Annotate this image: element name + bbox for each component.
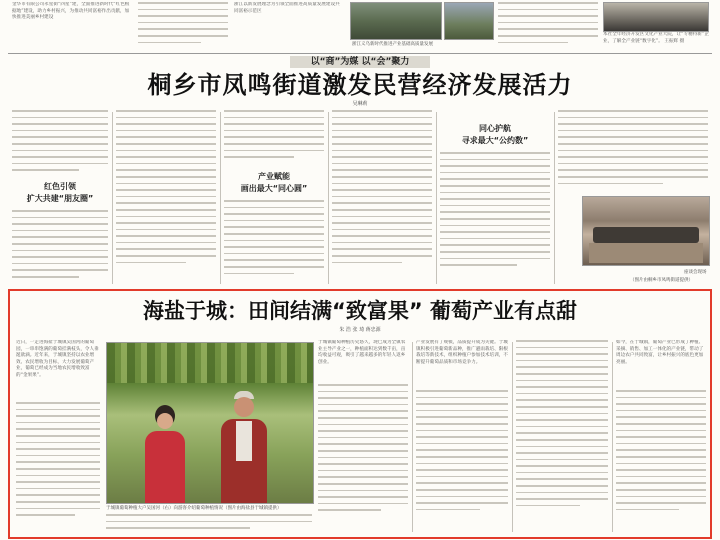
s1-photo-meeting (582, 196, 710, 266)
s1-vrule-1 (112, 112, 113, 284)
s1-sub2: 产业赋能 (258, 172, 290, 181)
headline1-kicker: 以“商”为媒 以“会”聚力 (310, 57, 410, 67)
top-mid-text: 浙江以新发展理念为引领全面推进高质量发展建设共同富裕示范区 (234, 2, 340, 14)
s2-col-3-lines (318, 384, 408, 532)
s1-vrule-4 (436, 112, 437, 284)
top-strip (0, 0, 720, 52)
top-col-lines-2 (498, 2, 598, 50)
headline1-title: 桐乡市凤鸣街道激发民营经济发展活力 (147, 71, 573, 99)
top-photo-left (350, 2, 442, 40)
s2-col-1-lines (16, 402, 100, 532)
top-right-caption: 本社全年经济开发区文化产业大院，让“专精特新”企业，了解全产业链“数字化”。 王振辉 摄 (603, 32, 709, 44)
s1-col-5 (440, 152, 550, 286)
grape-trellis (107, 343, 313, 383)
s2-photo-vineyard (106, 342, 314, 504)
s2-vrule-1 (412, 342, 413, 532)
s2-vrule-2 (512, 342, 513, 532)
headline1-byline: 吴琳莉 (352, 101, 368, 107)
top-col-lines-1 (138, 2, 228, 50)
s1-col-2 (116, 110, 216, 286)
s1-col-6 (558, 110, 708, 194)
s2-col-6: 如今，在于城镇，葡萄产业已形成了种植、采摘、销售、加工一体化的产业链，带动了周边农户共同致富，让乡村振兴的底色更加亮丽。 (616, 340, 704, 365)
s1-vrule-2 (220, 112, 221, 284)
s1-sub3b: 寻求最大“公约数” (461, 136, 529, 145)
s1-col-3b (224, 200, 324, 286)
top-photo-right (603, 2, 709, 32)
top-divider (8, 53, 712, 54)
headline2-byline: 朱 浩 张 琦 蒋忠源 (339, 327, 381, 333)
s2-col-6-lines (616, 390, 706, 532)
s1-sub3: 同心护航 (479, 124, 511, 133)
top-photo-caption: 浙江义乌新时代推进产业基础高质量发展 (352, 42, 433, 47)
s1-col-4 (332, 110, 432, 286)
s2-vrule-3 (612, 342, 613, 532)
s2-col-4-lines (416, 390, 508, 532)
s2-col-5-lines (516, 340, 608, 532)
s1-photo-caption-top: 座谈会现场 (684, 270, 707, 275)
top-left-text: 金华市有限公司永星街“四星”建，全面推进新时代“红色根据地”建设，助力乡村振兴，为推动共同富裕作出贡献，加快推进美丽乡村建设 (12, 2, 130, 21)
top-photo-mid (444, 2, 494, 40)
s2-col-1: 近日，一走进海盐于城镇吴国河的葡萄园，一串串饱满的葡萄挂满枝头，令人垂涎欲滴。近年来，于城镇坚持以农业增效、农民增收为目标，大力发展葡萄产业，葡萄已经成为当地农民增收致富的“金果果”。 (16, 340, 99, 378)
s1-sub1: 红色引领 (44, 182, 76, 191)
s2-under-photo-lines (106, 514, 312, 534)
s2-photo-caption: 于城镇葡萄种植大户吴国河（右）向游客介绍葡萄种植情况（图片由海盐县于城镇提供） (106, 506, 282, 511)
s2-col-4: 产业发展有了规模，品质提升成为关键。于城镇积极引进葡萄新品种，推广避雨栽培、限根栽培等新技术，组织种植户参加技术培训，不断提升葡萄品质和市场竞争力。 (416, 340, 508, 365)
s1-col-1b (12, 210, 108, 286)
s1-photo-caption: （图片由桐乡市凤鸣街道提供） (630, 278, 693, 283)
s1-sub2b: 画出最大“同心圆” (240, 184, 308, 193)
s1-col-1 (12, 110, 108, 182)
s1-sub1b: 扩大共建“朋友圈” (26, 194, 94, 203)
s1-vrule-5 (554, 112, 555, 284)
s2-col-3: 于城镇葡萄种植历史悠久，现已成为全镇农业主导产业之一，种植面积达到数千亩，亩均收益可观，吸引了越来越多的年轻人返乡创业。 (318, 340, 406, 365)
person-man (221, 391, 267, 503)
headline2-title: 海盐于城：田间结满“致富果” 葡萄产业有点甜 (143, 299, 577, 323)
s1-col-3a (224, 110, 324, 170)
person-woman (145, 405, 185, 503)
s1-vrule-3 (328, 112, 329, 284)
